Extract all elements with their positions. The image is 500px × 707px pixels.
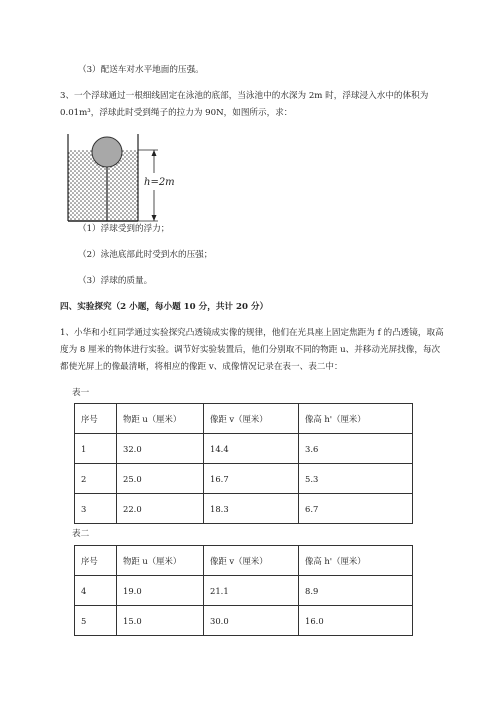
q3-stem-line-1: 3、一个浮球通过一根细线固定在泳池的底部，当泳池中的水深为 2m 时，浮球浸入水中的体积为 bbox=[60, 91, 429, 101]
table-cell: 32.0 bbox=[117, 434, 204, 464]
table-cell: 3.6 bbox=[299, 434, 413, 464]
table-cell: 5 bbox=[75, 606, 117, 636]
table-cell: 21.1 bbox=[204, 576, 299, 606]
table-cell: 3 bbox=[75, 494, 117, 524]
table-cell: 2 bbox=[75, 464, 117, 494]
table-cell: 8.9 bbox=[299, 576, 413, 606]
table-header-cell: 序号 bbox=[75, 546, 117, 576]
table-cell: 30.0 bbox=[204, 606, 299, 636]
table-cell: 5.3 bbox=[299, 464, 413, 494]
table-cell: 22.0 bbox=[117, 494, 204, 524]
height-label: h=2m bbox=[144, 177, 175, 188]
table-2-header-row bbox=[75, 546, 413, 576]
table-row bbox=[75, 464, 413, 494]
q3-part-1: （1）浮球受到的浮力； bbox=[78, 224, 170, 234]
table-header-cell: 物距 u（厘米） bbox=[117, 404, 204, 434]
dimension-arrow-up bbox=[152, 150, 157, 156]
s4-q1-line-1: 1、小华和小红同学通过实验探究凸透镜成实像的规律，他们在光具座上固定焦距为 f 的凸透镜，取高 bbox=[60, 328, 444, 338]
table-cell: 18.3 bbox=[204, 494, 299, 524]
table-header-cell: 序号 bbox=[75, 404, 117, 434]
q3-part-2: （2）泳池底部此时受到水的压强； bbox=[78, 250, 213, 260]
table-cell: 25.0 bbox=[117, 464, 204, 494]
q3-stem-line-2: 0.01m³，浮球此时受到绳子的拉力为 90N，如图所示，求： bbox=[60, 108, 293, 118]
table-header-cell: 像高 h'（厘米） bbox=[299, 404, 413, 434]
table-cell: 19.0 bbox=[117, 576, 204, 606]
table-cell: 16.0 bbox=[299, 606, 413, 636]
float-ball bbox=[92, 137, 122, 167]
table-header-cell: 像距 v（厘米） bbox=[204, 404, 299, 434]
table-1-caption: 表一 bbox=[72, 388, 90, 398]
table-row bbox=[75, 434, 413, 464]
q3-part-3: （3）浮球的质量。 bbox=[78, 276, 153, 286]
table-1-header-row bbox=[75, 404, 413, 434]
table-row bbox=[75, 576, 413, 606]
table-cell: 4 bbox=[75, 576, 117, 606]
table-cell: 14.4 bbox=[204, 434, 299, 464]
pool-float-figure bbox=[66, 134, 196, 224]
table-cell: 6.7 bbox=[299, 494, 413, 524]
q2-item-3: （3）配送车对水平地面的压强。 bbox=[78, 65, 204, 75]
dimension-arrow-down bbox=[152, 215, 157, 221]
table-row bbox=[75, 494, 413, 524]
s4-q1-line-3: 都使光屏上的像最清晰，将相应的像距 v、成像情况记录在表一、表二中： bbox=[60, 362, 343, 372]
table-2 bbox=[74, 545, 413, 636]
table-row bbox=[75, 606, 413, 636]
table-header-cell: 物距 u（厘米） bbox=[117, 546, 204, 576]
table-2-caption: 表二 bbox=[72, 529, 90, 539]
table-cell: 16.7 bbox=[204, 464, 299, 494]
section-4-heading: 四、实验探究（2 小题，每小题 10 分，共计 20 分） bbox=[60, 302, 269, 312]
table-header-cell: 像高 h'（厘米） bbox=[299, 546, 413, 576]
s4-q1-line-2: 度为 8 厘米的物体进行实验。调节好实验装置后，他们分别取不同的物距 u、并移动光屏找像，每次 bbox=[60, 345, 441, 355]
table-cell: 15.0 bbox=[117, 606, 204, 636]
table-1 bbox=[74, 403, 413, 524]
table-header-cell: 像距 v（厘米） bbox=[204, 546, 299, 576]
table-cell: 1 bbox=[75, 434, 117, 464]
